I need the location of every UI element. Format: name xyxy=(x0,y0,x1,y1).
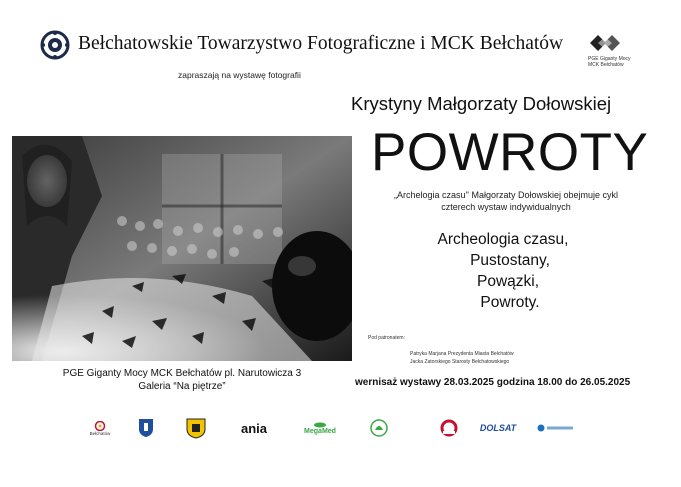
organizer-title: Bełchatowskie Towarzystwo Fotograficzne i MCK Bełchatów xyxy=(78,33,564,54)
exhibition-title: POWROTY xyxy=(371,123,649,182)
ania-logo-text: ania xyxy=(240,420,267,436)
dolsat-sponsor-logo xyxy=(478,415,518,441)
cycle-item: Powroty. xyxy=(480,294,540,311)
invitation-text: zapraszają na wystawę fotografii xyxy=(178,70,301,80)
venue-address: PGE Giganty Mocy MCK Bełchatów pl. Narutowicza 3 xyxy=(62,368,302,379)
city-coat-of-arms-logo xyxy=(136,415,156,441)
pge-caption-line2: MCK Bełchatów xyxy=(588,62,624,68)
pge-giganty-mocy-logo-icon xyxy=(588,32,622,54)
red-circle-logo xyxy=(438,415,460,441)
pge-caption-line1: PGE Giganty Mocy xyxy=(588,56,631,62)
belchatow-sponsor-logo xyxy=(88,415,112,441)
cycle-item: Powązki, xyxy=(476,273,540,290)
green-circle-emblem-icon xyxy=(370,419,388,437)
description-line-1: „Archelogia czasu'' Małgorzaty Dołowskiej obejmuje cykl xyxy=(393,190,619,200)
patronage-label: Pod patronatem: xyxy=(368,335,405,341)
megamed-sponsor-logo xyxy=(298,415,342,441)
description-line-2: czterech wystaw indywidualnych xyxy=(441,201,571,212)
green-round-logo xyxy=(368,415,390,441)
patron-starost: Jacka Zatorskiego Starosty Bełchatowskiego xyxy=(410,359,510,365)
opening-dates: wernisaż wystawy 28.03.2025 godzina 18.00 do 26.05.2025 xyxy=(355,377,631,388)
megamed-logo-text: MegaMed xyxy=(304,427,336,435)
belchatow-logo-text: Bełchatów xyxy=(89,430,111,436)
county-logo xyxy=(184,415,208,441)
blue-sponsor-logo xyxy=(536,415,576,441)
venue-info xyxy=(12,368,352,393)
belchatow-logo-icon xyxy=(94,421,106,431)
exhibition-photograph xyxy=(12,136,352,361)
cycle-item: Pustostany, xyxy=(470,252,550,269)
patron-mayor: Patryka Marjana Prezydenta Miasta Bełchatów xyxy=(410,351,514,357)
county-emblem-icon xyxy=(185,417,207,439)
blue-company-logo-icon xyxy=(537,423,575,433)
venue-gallery: Galeria “Na piętrze” xyxy=(138,380,226,392)
red-circle-emblem-icon xyxy=(440,419,458,437)
cycle-item: Archeologia czasu, xyxy=(437,231,569,248)
ania-sponsor-logo xyxy=(236,415,272,441)
coat-of-arms-icon xyxy=(138,418,154,438)
btf-logo-icon xyxy=(40,30,70,60)
dolsat-logo-text: DOLSAT xyxy=(479,423,517,433)
photo-collage-image xyxy=(12,136,352,361)
exhibition-description xyxy=(366,190,646,213)
pge-caption xyxy=(588,56,648,68)
exhibition-cycle-list xyxy=(400,229,606,313)
artist-name: Krystyny Małgorzaty Dołowskiej xyxy=(351,93,612,114)
